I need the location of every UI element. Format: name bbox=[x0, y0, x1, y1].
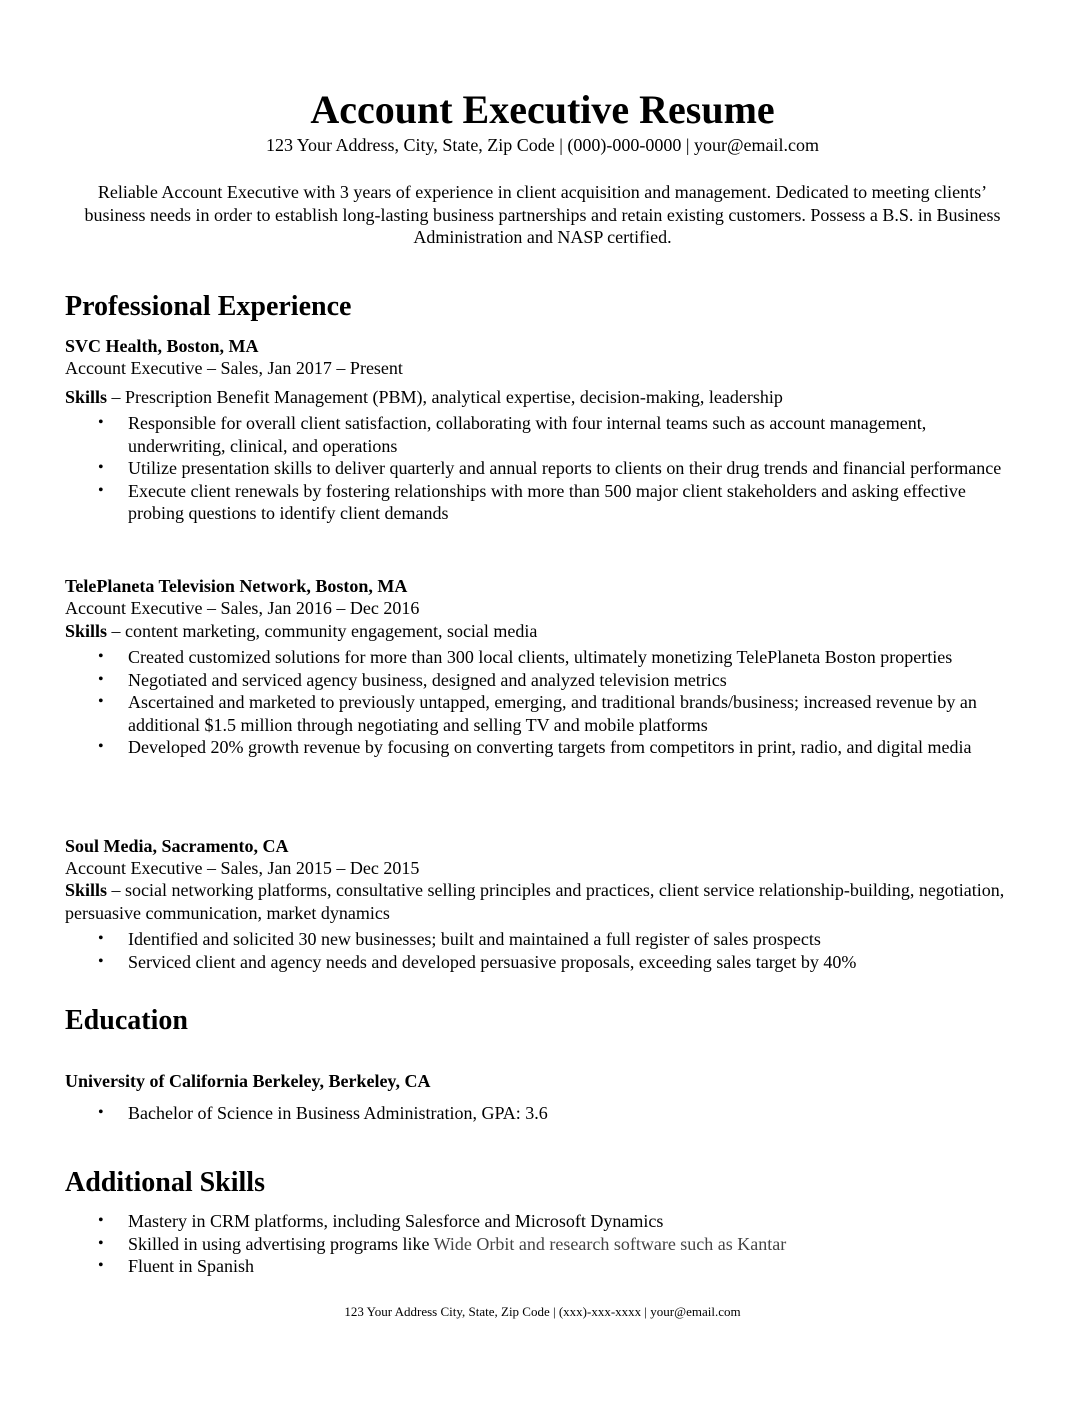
job-bullet-list bbox=[0, 928, 1008, 973]
skills-label: Skills bbox=[65, 387, 108, 407]
list-item bbox=[0, 457, 1008, 480]
list-item bbox=[0, 646, 1008, 669]
skills-text: – Prescription Benefit Management (PBM), analytical expertise, decision-making, leadership bbox=[107, 387, 783, 407]
list-item bbox=[0, 1255, 1008, 1278]
job-skills bbox=[65, 386, 1015, 409]
bullet-icon: • bbox=[98, 738, 104, 755]
skills-label: Skills bbox=[65, 880, 108, 900]
bullet-icon: • bbox=[98, 481, 104, 499]
job-role: Account Executive – Sales, Jan 2015 – Dec 2015 bbox=[65, 858, 420, 878]
bullet-icon: • bbox=[98, 693, 104, 710]
bullet-icon: • bbox=[98, 670, 104, 688]
section-title-education: Education bbox=[65, 1005, 188, 1036]
additional-bullet-list bbox=[0, 1210, 1008, 1278]
bullet-text: Identified and solicited 30 new businesses; built and maintained a full register of sales prospects bbox=[128, 929, 821, 949]
bullet-text-tail: Wide Orbit and research software such as Kantar bbox=[433, 1233, 787, 1254]
bullet-text: Utilize presentation skills to deliver quarterly and annual reports to clients on their drug trends and financial performance bbox=[128, 458, 1002, 478]
list-item bbox=[0, 736, 1008, 759]
list-item bbox=[0, 1233, 1008, 1256]
section-title-additional-skills: Additional Skills bbox=[65, 1167, 265, 1198]
list-item bbox=[0, 669, 1008, 692]
list-item bbox=[0, 1210, 1008, 1233]
bullet-text: Created customized solutions for more than 300 local clients, ultimately monetizing TelePlaneta Boston properties bbox=[128, 647, 953, 667]
skills-label: Skills bbox=[65, 621, 108, 641]
bullet-text: Bachelor of Science in Business Administration, GPA: 3.6 bbox=[128, 1103, 548, 1123]
bullet-icon: • bbox=[98, 459, 104, 476]
bullet-icon: • bbox=[98, 648, 104, 665]
list-item bbox=[0, 691, 1008, 736]
section-title-experience: Professional Experience bbox=[65, 291, 352, 322]
page-title: Account Executive Resume bbox=[310, 87, 775, 132]
list-item bbox=[0, 1102, 1008, 1125]
skills-text: – content marketing, community engagement, social media bbox=[107, 621, 538, 641]
list-item bbox=[0, 412, 1008, 457]
bullet-text: Responsible for overall client satisfaction, collaborating with four internal teams such as account management, underwriting, clinical, and operations bbox=[128, 413, 927, 456]
bullet-text: Negotiated and serviced agency business, designed and analyzed television metrics bbox=[128, 669, 727, 690]
job-company: TelePlaneta Television Network, Boston, MA bbox=[65, 576, 408, 596]
education-bullet-list bbox=[0, 1102, 1008, 1125]
bullet-icon: • bbox=[98, 1257, 104, 1274]
job-company: Soul Media, Sacramento, CA bbox=[65, 836, 289, 856]
bullet-text: Mastery in CRM platforms, including Salesforce and Microsoft Dynamics bbox=[128, 1211, 664, 1231]
job-skills bbox=[65, 620, 1015, 643]
bullet-icon: • bbox=[98, 930, 104, 947]
bullet-text: Skilled in using advertising programs like bbox=[128, 1233, 434, 1254]
bullet-icon: • bbox=[98, 952, 104, 970]
bullet-text: Ascertained and marketed to previously untapped, emerging, and traditional brands/business; increased revenue by an additional $1.5 million through negotiating and selling TV and mobile platforms bbox=[128, 692, 977, 735]
bullet-text: Serviced client and agency needs and developed persuasive proposals, exceeding sales target by 40% bbox=[128, 951, 857, 972]
bullet-text: Developed 20% growth revenue by focusing on converting targets from competitors in print, radio, and digital media bbox=[128, 737, 972, 757]
job-bullet-list bbox=[0, 412, 1008, 525]
education-school: University of California Berkeley, Berkeley, CA bbox=[65, 1071, 431, 1091]
summary-paragraph: Reliable Account Executive with 3 years of experience in client acquisition and management. Dedicated to meeting clients’ business needs in order to establish long-lasting business partnerships and retain existing customers. Possess a B.S. in Business Administration and NASP certified. bbox=[84, 182, 1001, 247]
job-role: Account Executive – Sales, Jan 2016 – Dec 2016 bbox=[65, 598, 420, 618]
bullet-icon: • bbox=[98, 1234, 104, 1252]
bullet-icon: • bbox=[98, 414, 104, 431]
footer-contact: 123 Your Address City, State, Zip Code | (xxx)-xxx-xxxx | your@email.com bbox=[344, 1304, 741, 1319]
list-item bbox=[0, 480, 1008, 525]
contact-line: 123 Your Address, City, State, Zip Code | (000)-000-0000 | your@email.com bbox=[265, 135, 820, 155]
job-skills bbox=[65, 879, 1015, 924]
bullet-text: Fluent in Spanish bbox=[128, 1256, 255, 1276]
job-company: SVC Health, Boston, MA bbox=[65, 336, 259, 356]
bullet-text: Execute client renewals by fostering relationships with more than 500 major client stakeholders and asking effective probing questions to identify client demands bbox=[128, 480, 966, 523]
bullet-icon: • bbox=[98, 1104, 104, 1121]
job-role: Account Executive – Sales, Jan 2017 – Present bbox=[65, 358, 403, 378]
skills-text: – social networking platforms, consultative selling principles and practices, client service relationship-building, negotiation, persuasive communication, market dynamics bbox=[65, 880, 1005, 923]
bullet-icon: • bbox=[98, 1212, 104, 1229]
list-item bbox=[0, 951, 1008, 974]
job-bullet-list bbox=[0, 646, 1008, 759]
list-item bbox=[0, 928, 1008, 951]
